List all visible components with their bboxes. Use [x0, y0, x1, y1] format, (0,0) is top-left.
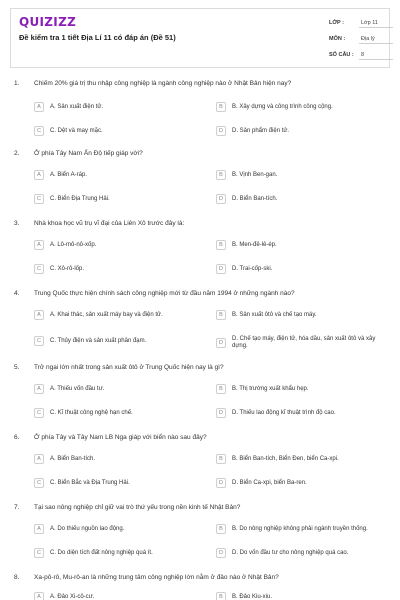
- option-d[interactable]: [216, 192, 382, 206]
- option-a[interactable]: [34, 308, 200, 322]
- option-c[interactable]: [34, 406, 200, 420]
- question-number: 5.: [14, 364, 20, 371]
- option-a[interactable]: [34, 382, 200, 396]
- option-c[interactable]: [34, 192, 200, 206]
- meta-class-label: LỚP :: [329, 20, 344, 26]
- option-text: C. Biển Địa Trung Hải.: [50, 195, 110, 202]
- question-number: 7.: [14, 504, 20, 511]
- option-letter-box: A: [34, 384, 44, 394]
- option-b[interactable]: [216, 522, 382, 536]
- meta-class-row: [329, 15, 393, 31]
- question-text: Nhà khoa học vũ trụ vĩ đại của Liên Xô trước đây là:: [34, 220, 185, 227]
- question-number: 8.: [14, 574, 20, 581]
- option-letter-box: C: [34, 126, 44, 136]
- question-number: 4.: [14, 290, 20, 297]
- question-number: 2.: [14, 150, 20, 157]
- option-letter-box: D: [216, 264, 226, 274]
- worksheet-meta: [329, 15, 393, 63]
- option-c[interactable]: [34, 476, 200, 490]
- option-letter-box: C: [34, 548, 44, 558]
- option-text: C. Do diện tích đất nông nghiệp quá ít.: [50, 549, 153, 556]
- option-text: B. Đảo Kiu-xiu.: [232, 593, 273, 600]
- option-a[interactable]: [34, 100, 200, 114]
- option-text: C. Dệt và may mặc.: [50, 127, 103, 134]
- option-text: B. Biển Ban-tích, Biển Đen, biển Ca-xpi.: [232, 455, 339, 462]
- option-letter-box: C: [34, 336, 44, 346]
- option-a[interactable]: [34, 590, 200, 600]
- option-c[interactable]: [34, 262, 200, 276]
- option-text: D. Biển Ban-tích.: [232, 195, 278, 202]
- option-letter-box: A: [34, 170, 44, 180]
- option-text: A. Biển Ban-tích.: [50, 455, 96, 462]
- question-number: 3.: [14, 220, 20, 227]
- option-letter-box: C: [34, 478, 44, 488]
- option-a[interactable]: [34, 168, 200, 182]
- option-letter-box: A: [34, 524, 44, 534]
- option-letter-box: B: [216, 454, 226, 464]
- option-text: B. Xây dựng và công trình công cộng.: [232, 103, 333, 110]
- option-b[interactable]: [216, 452, 382, 466]
- question-number: 6.: [14, 434, 20, 441]
- question-text: Ở phía Tây Nam Ấn Độ tiếp giáp với?: [34, 150, 143, 157]
- meta-class-value: Lớp 11: [359, 18, 393, 28]
- option-d[interactable]: [216, 546, 382, 560]
- option-letter-box: B: [216, 384, 226, 394]
- option-text: A. Lô-mô-nô-xốp.: [50, 241, 97, 248]
- worksheet-title: Đề kiểm tra 1 tiết Địa Lí 11 có đáp án (Đề 51): [19, 33, 176, 42]
- option-letter-box: B: [216, 310, 226, 320]
- option-a[interactable]: [34, 238, 200, 252]
- option-d[interactable]: [216, 406, 382, 420]
- meta-subject-value: Địa lý: [359, 34, 393, 44]
- option-text: A. Đảo Xi-cô-cư.: [50, 593, 95, 600]
- option-b[interactable]: [216, 590, 382, 600]
- option-letter-box: C: [34, 408, 44, 418]
- option-text: C. Thủy điện và sản xuất phân đạm.: [50, 337, 147, 344]
- option-letter-box: D: [216, 338, 226, 348]
- option-letter-box: A: [34, 310, 44, 320]
- option-letter-box: B: [216, 524, 226, 534]
- option-letter-box: B: [216, 170, 226, 180]
- question-text: Chiếm 20% giá trị thu nhập công nghiệp là ngành công nghiệp nào ở Nhật Bản hiện nay?: [34, 80, 292, 87]
- option-b[interactable]: [216, 100, 382, 114]
- option-text: B. Men-đê-lê-ép.: [232, 241, 277, 248]
- option-letter-box: D: [216, 478, 226, 488]
- option-a[interactable]: [34, 452, 200, 466]
- option-text: A. Do thiếu nguồn lao động.: [50, 525, 125, 532]
- option-letter-box: D: [216, 194, 226, 204]
- question-text: Xa-pô-rô, Mu-rô-an là những trung tâm công nghiệp lớn nằm ở đảo nào ở Nhật Bản?: [34, 574, 279, 581]
- option-b[interactable]: [216, 168, 382, 182]
- option-letter-box: D: [216, 408, 226, 418]
- option-b[interactable]: [216, 238, 382, 252]
- option-text: C. Biển Bắc và Địa Trung Hải.: [50, 479, 130, 486]
- option-text: A. Khai thác, sản xuất máy bay và điện tử.: [50, 311, 163, 318]
- quizizz-logo: QUIZIZZ: [19, 15, 77, 29]
- option-text: D. Chế tạo máy, điện tử, hóa dầu, sản xuất ôtô và xây dựng.: [232, 336, 376, 349]
- question-text: Trung Quốc thực hiện chính sách công nghiệp mới từ đầu năm 1994 ở những ngành nào?: [34, 290, 295, 297]
- option-letter-box: A: [34, 240, 44, 250]
- option-b[interactable]: [216, 308, 382, 322]
- option-d[interactable]: [216, 334, 382, 352]
- option-letter-box: A: [34, 102, 44, 112]
- option-d[interactable]: [216, 476, 382, 490]
- option-text: A. Biển A-ráp.: [50, 171, 88, 178]
- option-text: A. Thiếu vốn đầu tư.: [50, 385, 105, 392]
- option-letter-box: B: [216, 240, 226, 250]
- option-letter-box: A: [34, 592, 44, 600]
- option-text: B. Thị trường xuất khẩu hẹp.: [232, 385, 309, 392]
- option-text: D. Sản phẩm điện tử.: [232, 127, 290, 134]
- option-text: A. Sản xuất điện tử.: [50, 103, 104, 110]
- option-letter-box: C: [34, 194, 44, 204]
- option-d[interactable]: [216, 262, 382, 276]
- option-letter-box: C: [34, 264, 44, 274]
- option-a[interactable]: [34, 522, 200, 536]
- option-text: B. Do nông nghiệp không phải ngành truyền thống.: [232, 525, 368, 532]
- question-text: Ở phía Tây và Tây Nam LB Nga giáp với biển nào sau đây?: [34, 434, 207, 441]
- option-b[interactable]: [216, 382, 382, 396]
- meta-count-value: 8: [359, 50, 393, 60]
- option-letter-box: A: [34, 454, 44, 464]
- option-text: D. Do vốn đầu tư cho nông nghiệp quá cao.: [232, 549, 349, 556]
- option-letter-box: D: [216, 126, 226, 136]
- worksheet-header: [10, 8, 390, 68]
- option-letter-box: B: [216, 102, 226, 112]
- option-letter-box: D: [216, 548, 226, 558]
- option-c[interactable]: [34, 124, 200, 138]
- option-text: B. Vịnh Ben-gan.: [232, 171, 278, 178]
- option-text: C. Kĩ thuật công nghệ hạn chế.: [50, 409, 133, 416]
- option-letter-box: B: [216, 592, 226, 600]
- question-number: 1.: [14, 80, 20, 87]
- meta-count-row: [329, 47, 393, 63]
- option-c[interactable]: [34, 334, 200, 348]
- question-text: Tại sao nông nghiệp chỉ giữ vai trò thứ yếu trong nền kinh tế Nhật Bản?: [34, 504, 241, 511]
- option-d[interactable]: [216, 124, 382, 138]
- option-text: D. Biển Ca-xpi, biển Ba-ren.: [232, 479, 307, 486]
- meta-subject-row: [329, 31, 393, 47]
- option-text: D. Thiếu lao động kĩ thuật trình độ cao.: [232, 409, 336, 416]
- option-text: D. Trai-cốp-ski.: [232, 265, 273, 272]
- meta-count-label: SỐ CÂU :: [329, 52, 354, 58]
- question-text: Trở ngại lớn nhất trong sản xuất ôtô ở Trung Quốc hiện nay là gì?: [34, 364, 224, 371]
- option-c[interactable]: [34, 546, 200, 560]
- option-text: C. Xô-rô-lốp.: [50, 265, 85, 272]
- meta-subject-label: MÔN :: [329, 36, 346, 42]
- option-text: B. Sản xuất ôtô và chế tạo máy.: [232, 311, 317, 318]
